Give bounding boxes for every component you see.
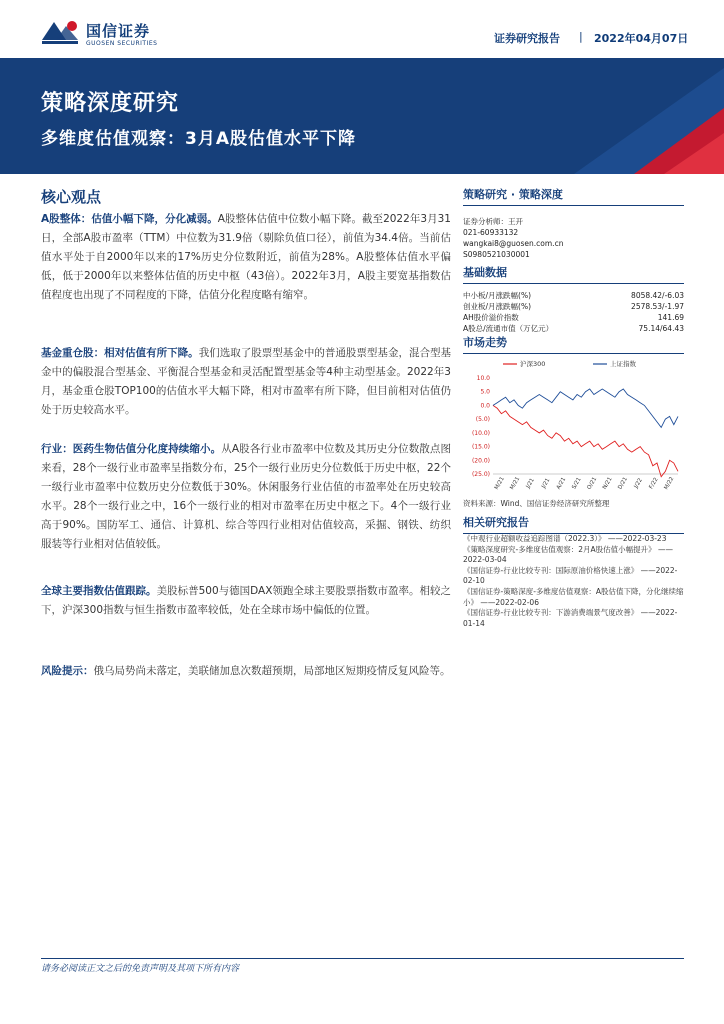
viewpoint-text: A股整体估值中位数小幅下降。截至2022年3月31日，全部A股市盈率（TTM）中位数为31.9倍（剔除负值口径），前值为34.4倍。当前估值水平处于自2000年以来的17%历史分位数附近，前值为28%。A股整体估值水平偏低，低于2000年以来整体估值的历史中枢（43倍）。2022年3月，A股主要宽基指数估值程度也出现了不同程度的下降，估值分化程度略有缩窄。 <box>41 213 451 301</box>
market-trend-chart <box>463 356 684 496</box>
title-banner <box>0 58 724 174</box>
related-report-item[interactable]: 《国信证券-策略深度-多维度估值观察：A股估值下降，分化继续缩小》 ——2022-02-06 <box>463 586 684 607</box>
y-tick-label: 10.0 <box>476 375 490 382</box>
core-viewpoints-title: 核心观点 <box>41 188 102 206</box>
y-tick-label: (10.0) <box>471 429 490 437</box>
basic-data-row <box>463 290 684 301</box>
basic-data-value: 2578.53/-1.97 <box>631 302 684 311</box>
basic-data-label: 创业板/月涨跌幅(%) <box>463 302 532 311</box>
x-tick-label: D/21 <box>617 476 630 491</box>
x-tick-label: S/21 <box>571 476 583 491</box>
banner-decoration <box>464 58 724 174</box>
analyst-info <box>463 216 684 260</box>
core-viewpoints <box>41 186 452 677</box>
series-line <box>493 405 678 476</box>
viewpoint-lead: 风险提示： <box>41 665 94 677</box>
viewpoint-lead: 基金重仓股：相对估值有所下降。 <box>41 347 199 359</box>
sidebar <box>463 186 684 628</box>
viewpoint-paragraph <box>41 440 451 554</box>
basic-data-label: A股总/流通市值（万亿元） <box>463 324 554 333</box>
viewpoint-lead: 全球主要指数估值跟踪。 <box>41 585 157 597</box>
related-report-item[interactable]: 《国信证券-行业比较专刊：国际原油价格快速上涨》 ——2022-02-10 <box>463 565 678 586</box>
viewpoint-paragraph <box>41 344 451 420</box>
logo-english-name: GUOSEN SECURITIES <box>86 40 158 47</box>
analyst-name: 证券分析师：王开 <box>463 217 523 226</box>
viewpoint-lead: A股整体：估值小幅下降，分化减弱。 <box>41 213 218 225</box>
y-tick-label: (5.0) <box>475 416 490 424</box>
report-series-title: 策略深度研究 <box>41 91 180 116</box>
header-separator: | <box>579 30 583 43</box>
basic-data-value: 8058.42/-6.03 <box>631 291 684 300</box>
basic-data-table <box>463 290 684 334</box>
report-date: 2022年04月07日 <box>594 32 689 45</box>
analyst-cert: S0980521030001 <box>463 250 530 259</box>
analyst-email: wangkai8@guosen.com.cn <box>463 239 564 248</box>
x-tick-label: N/21 <box>601 476 614 491</box>
basic-data-value: 141.69 <box>657 313 684 322</box>
x-tick-label: M/22 <box>663 476 676 491</box>
x-tick-label: A/21 <box>555 476 568 491</box>
footer-divider <box>41 958 684 959</box>
viewpoint-lead: 行业：医药生物估值分化度持续缩小。 <box>41 443 222 455</box>
basic-data-value: 75.14/64.43 <box>638 324 684 333</box>
viewpoint-text: 从A股各行业市盈率中位数及其历史分位数散点图来看，28个一级行业市盈率呈指数分布，25个一级行业历史分位数低于历史中枢，22个一级行业市盈率中位数历史分位数低于30%。休闲服务行业估值的市盈率处在历史较高水平。28个一级行业之中，16个一级行业的相对市盈率在历史中枢之下。4个一级行业高于90%。国防军工、通信、计算机、综合等四行业相对估值较高，采掘、钢铁、纺织服装等行业相对估值较低。 <box>41 443 452 550</box>
legend-label: 沪深300 <box>520 360 546 368</box>
market-trend-title: 市场走势 <box>463 334 684 354</box>
guosen-logo <box>42 18 212 50</box>
viewpoint-text: 俄乌局势尚未落定，美联储加息次数超预期，局部地区短期疫情反复风险等。 <box>93 665 451 677</box>
y-tick-label: 0.0 <box>480 402 490 410</box>
related-reports-list <box>463 534 684 629</box>
related-report-item[interactable]: 《中观行业超额收益追踪图谱（2022.3）》 ——2022-03-23 <box>463 534 667 543</box>
x-tick-label: M/21 <box>493 476 506 491</box>
related-reports-title: 相关研究报告 <box>463 514 684 534</box>
report-category: 策略研究 · 策略深度 <box>463 186 684 206</box>
report-type: 证券研究报告 <box>494 32 560 45</box>
analyst-phone: 021-60933132 <box>463 228 519 237</box>
viewpoint-paragraph <box>41 210 451 305</box>
x-tick-label: J/21 <box>540 477 552 490</box>
basic-data-row <box>463 323 684 334</box>
report-title: 多维度估值观察：3月A股估值水平下降 <box>41 129 356 149</box>
basic-data-row <box>463 312 684 323</box>
viewpoint-text: 美股标普500与德国DAX领跑全球主要股票指数市盈率。相较之下，沪深300指数与恒生指数市盈率较低，处在全球市场中偏低的位置。 <box>41 585 451 616</box>
series-line <box>493 389 678 427</box>
x-tick-label: M/21 <box>509 476 522 491</box>
basic-data-row <box>463 301 684 312</box>
chart-source: 资料来源：Wind、国信证券经济研究所整理 <box>463 499 610 508</box>
y-tick-label: (20.0) <box>471 457 490 465</box>
x-tick-label: J/21 <box>525 477 536 490</box>
basic-data-label: AH股价溢价指数 <box>463 313 519 322</box>
y-tick-label: (25.0) <box>471 471 490 478</box>
y-tick-label: (15.0) <box>471 443 490 451</box>
y-tick-label: 5.0 <box>480 388 490 396</box>
x-tick-label: O/21 <box>586 476 599 491</box>
legend-label: 上证指数 <box>610 360 636 368</box>
logo-chinese-name: 国信证券 <box>86 22 151 40</box>
disclaimer-footer: 请务必阅读正文之后的免责声明及其项下所有内容 <box>41 964 240 974</box>
related-report-item[interactable]: 《策略深度研究-多维度估值观察：2月A股估值小幅提升》 ——2022-03-04 <box>463 544 673 565</box>
viewpoint-text: 我们选取了股票型基金中的普通股票型基金，混合型基金中的偏股混合型基金、平衡混合型基金和灵活配置型基金等4种主动型基金。2022年3月，基金重仓股TOP100的估值水平大幅下降，相对市盈率有所下降，但目前相对估值仍处于历史较高水平。 <box>41 347 452 416</box>
page-header <box>0 0 724 58</box>
x-tick-label: F/22 <box>648 476 660 491</box>
x-tick-label: J/22 <box>633 477 644 490</box>
guosen-logo-icon <box>42 20 80 46</box>
basic-data-title: 基础数据 <box>463 264 684 284</box>
viewpoint-paragraph <box>41 582 451 620</box>
basic-data-label: 中小板/月涨跌幅(%) <box>463 291 532 300</box>
risk-warning <box>41 662 451 681</box>
related-report-item[interactable]: 《国信证券-行业比较专刊：下游消费端景气度改善》 ——2022-01-14 <box>463 608 678 628</box>
